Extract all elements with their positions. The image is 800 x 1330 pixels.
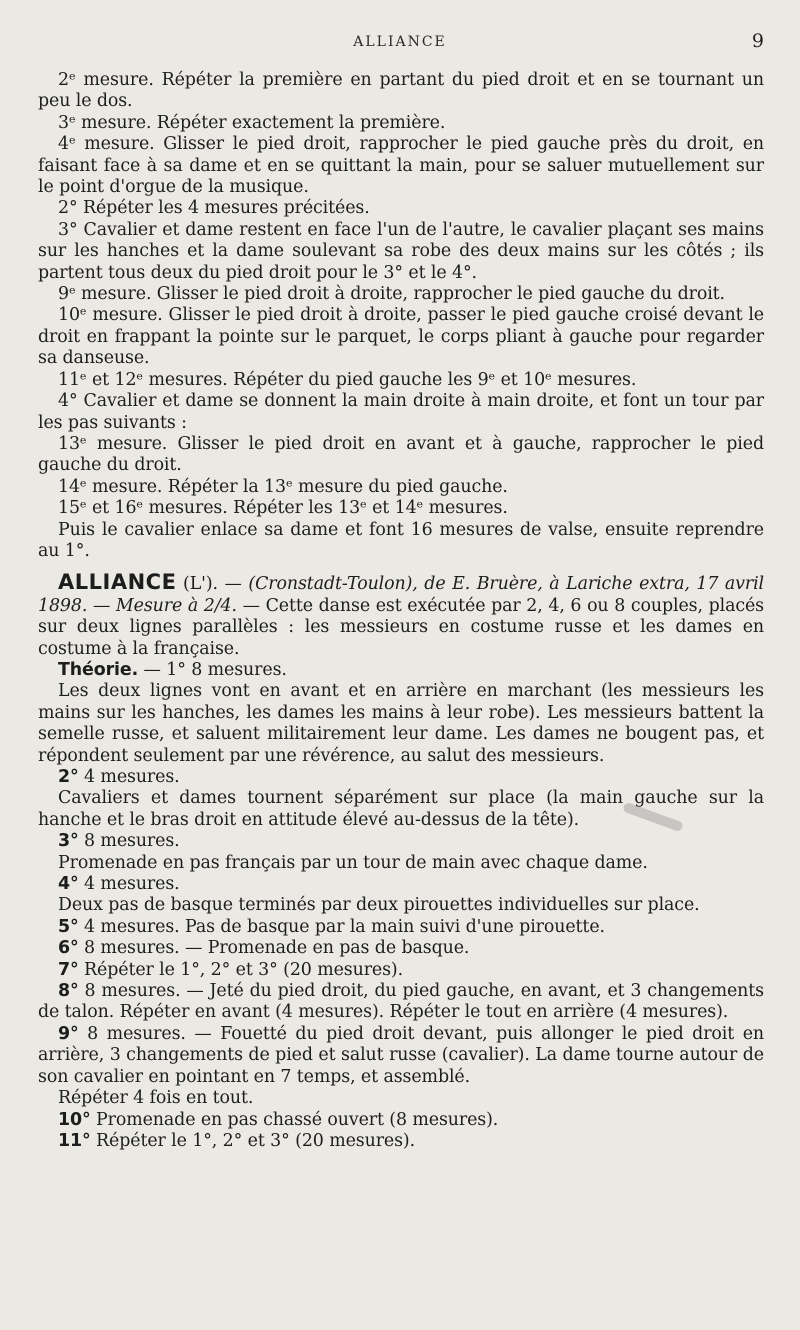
step-item bbox=[38, 1110, 764, 1131]
step-number: 9° bbox=[58, 1023, 79, 1044]
step-item bbox=[38, 1024, 764, 1088]
step-number: 3° bbox=[58, 831, 79, 852]
theory-first: — 1° 8 mesures. bbox=[138, 659, 287, 680]
paragraph-section-4: 4° Cavalier et dame se donnent la main droite à main droite, et font un tour par les pas suivants : bbox=[38, 391, 764, 433]
step-lead: 4 mesures. bbox=[78, 767, 180, 787]
step-item bbox=[38, 767, 764, 788]
paragraph-section-3: 3° Cavalier et dame restent en face l'un de l'autre, le cavalier plaçant ses mains sur les hanches et la dame soulevant sa robe des deux mains sur les côtés ; ils partent tous deux du pied droit pour le 3° et le 4°. bbox=[38, 219, 764, 283]
page-number: 9 bbox=[751, 30, 764, 52]
theory-label: Théorie. bbox=[58, 659, 139, 680]
running-head: ALLIANCE bbox=[353, 34, 447, 50]
step-lead: Répéter le 1°, 2° et 3° (20 mesures). bbox=[90, 1130, 416, 1151]
step-item bbox=[38, 938, 764, 959]
step-lead: 8 mesures. — Promenade en pas de basque. bbox=[78, 938, 470, 959]
step-number: 2° bbox=[58, 767, 79, 787]
step-text: Répéter 4 fois en tout. bbox=[58, 1088, 254, 1109]
entry-description: — Cette danse est exécutée par 2, 4, 6 ou 8 couples, placés sur deux lignes parallèles : les messieurs en costume russe et les dames en costume à la française. bbox=[38, 595, 765, 659]
step-lead: 8 mesures. bbox=[78, 831, 180, 852]
entry-article: (L'). bbox=[183, 574, 218, 595]
paragraph-3e-mesure: 3ᵉ mesure. Répéter exactement la première. bbox=[58, 112, 446, 133]
step-lead: 8 mesures. — Fouetté du pied droit devant, puis allonger le pied droit en arrière, 3 changements de pied et salut russe (cavalier). La dame tourne autour de son cavalier en pointant en 7 temps, et assemblé. bbox=[38, 1023, 764, 1087]
page-body bbox=[38, 70, 764, 1152]
paragraph-13e-mesure: 13ᵉ mesure. Glisser le pied droit en avant et à gauche, rapprocher le pied gauche du droit. bbox=[38, 433, 764, 476]
paragraph-11e-12e-mesures: 11ᵉ et 12ᵉ mesures. Répéter du pied gauche les 9ᵉ et 10ᵉ mesures. bbox=[58, 369, 637, 390]
step-lead: Promenade en pas chassé ouvert (8 mesures). bbox=[90, 1109, 499, 1130]
paragraph-section-2: 2° Répéter les 4 mesures précitées. bbox=[58, 198, 370, 219]
entry-headword: ALLIANCE bbox=[58, 570, 177, 595]
entry-alliance bbox=[38, 572, 764, 660]
step-lead: 4 mesures. Pas de basque par la main suivi d'une pirouette. bbox=[78, 916, 605, 937]
step-text: Cavaliers et dames tournent séparément sur place (la main gauche sur la hanche et le bras droit en attitude élevé au-dessus de la tête). bbox=[38, 788, 764, 830]
paragraph-valse: Puis le cavalier enlace sa dame et font 16 mesures de valse, ensuite reprendre au 1°. bbox=[38, 519, 764, 561]
step-number: 11° bbox=[58, 1130, 91, 1151]
theory-text: Les deux lignes vont en avant et en arrière en marchant (les messieurs les mains sur les hanches, les dames les mains à leur robe). Les messieurs battent la semelle russe, et saluent militairement leur dame. Les dames ne bougent pas, et répondent seulement par une révérence, au salut des messieurs. bbox=[38, 681, 764, 766]
paragraph-2e-mesure: 2ᵉ mesure. Répéter la première en partant du pied droit et en se tournant un peu le dos. bbox=[38, 70, 764, 112]
paragraph-4e-mesure: 4ᵉ mesure. Glisser le pied droit, rapprocher le pied gauche près du droit, en faisant face à sa dame et en se quittant la main, pour se saluer mutuellement sur le point d'orgue de la musique. bbox=[38, 134, 764, 198]
step-number: 4° bbox=[58, 874, 79, 895]
steps-list bbox=[38, 767, 764, 1152]
theory-line bbox=[38, 660, 764, 681]
paragraph-10e-mesure: 10ᵉ mesure. Glisser le pied droit à droite, passer le pied gauche croisé devant le droit en frappant la pointe sur le parquet, le corps pliant à gauche pour regarder sa danseuse. bbox=[38, 305, 764, 369]
paragraph-9e-mesure: 9ᵉ mesure. Glisser le pied droit à droite, rapprocher le pied gauche du droit. bbox=[58, 284, 725, 305]
step-lead: Répéter le 1°, 2° et 3° (20 mesures). bbox=[78, 959, 404, 980]
step-item bbox=[38, 917, 764, 938]
step-number: 10° bbox=[58, 1109, 91, 1130]
step-item bbox=[38, 874, 764, 895]
step-number: 7° bbox=[58, 959, 79, 980]
step-text: Promenade en pas français par un tour de main avec chaque dame. bbox=[58, 852, 648, 873]
paragraph-15e-16e-mesures: 15ᵉ et 16ᵉ mesures. Répéter les 13ᵉ et 14ᵉ mesures. bbox=[58, 498, 508, 519]
step-number: 8° bbox=[58, 981, 79, 1002]
step-lead: 4 mesures. bbox=[78, 874, 180, 895]
entry-source: — (Cronstadt-Toulon), de E. Bruère, à Lariche extra, 17 avril 1898. — Mesure à 2/4. bbox=[38, 574, 764, 616]
step-item bbox=[38, 960, 764, 981]
step-item bbox=[38, 981, 764, 1024]
step-item bbox=[38, 831, 764, 852]
step-number: 6° bbox=[58, 938, 79, 959]
step-lead: 8 mesures. — Jeté du pied droit, du pied gauche, en avant, et 3 changements de talon. Répéter en avant (4 mesures). Répéter le tout en arrière (4 mesures). bbox=[38, 981, 764, 1023]
paragraph-14e-mesure: 14ᵉ mesure. Répéter la 13ᵉ mesure du pied gauche. bbox=[58, 476, 508, 497]
step-text: Deux pas de basque terminés par deux pirouettes individuelles sur place. bbox=[58, 895, 700, 916]
step-item bbox=[38, 1131, 764, 1152]
step-number: 5° bbox=[58, 916, 79, 937]
